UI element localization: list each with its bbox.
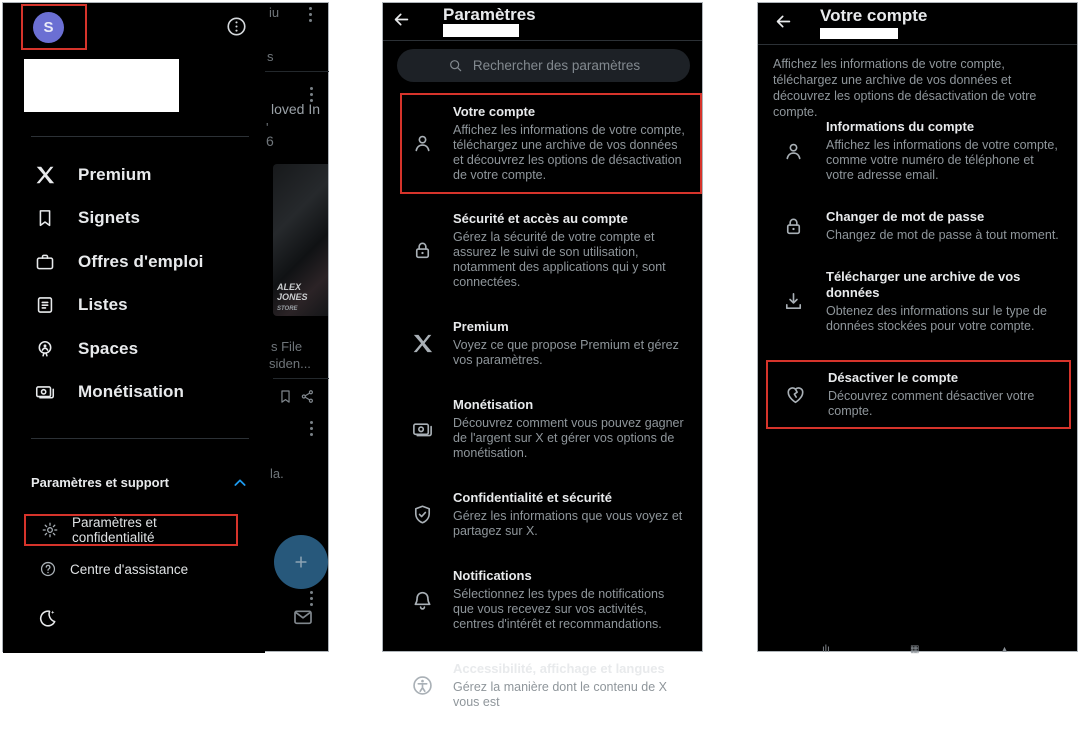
lock-icon — [780, 215, 806, 238]
share-icon[interactable] — [299, 388, 316, 405]
background-text: ' — [266, 120, 269, 135]
settings-item-desactiver-compte[interactable]: Désactiver le compte Découvrez comment désactiver votre compte. — [768, 370, 1069, 419]
background-text: loved In — [271, 101, 321, 117]
phone-screen-drawer — [2, 2, 329, 652]
drawer-item-listes[interactable]: Listes — [3, 284, 265, 328]
background-text: la. — [270, 466, 284, 481]
download-icon — [780, 290, 806, 313]
redacted-username — [820, 28, 898, 39]
page-title: Paramètres — [443, 5, 536, 24]
drawer-item-premium[interactable]: Premium — [3, 153, 265, 197]
highlight-box-desactiver — [766, 360, 1071, 429]
highlight-box-votre-compte — [400, 93, 702, 194]
more-options-icon[interactable] — [225, 15, 248, 38]
lock-icon — [409, 239, 435, 262]
settings-item-monetisation[interactable]: Monétisation Découvrez comment vous pouvez gagner de l'argent sur X et gérer vos options de monétisation. — [383, 397, 702, 461]
settings-item-telecharger-archive[interactable]: Télécharger une archive de vos données Obtenez des informations sur le type de données stockées pour votre compte. — [758, 269, 1077, 334]
redacted-username — [24, 59, 179, 112]
gear-icon — [41, 521, 59, 539]
drawer-item-spaces[interactable]: Spaces — [3, 327, 265, 371]
drawer-item-monetisation[interactable]: Monétisation — [3, 371, 265, 415]
avatar-highlight-box — [21, 4, 87, 50]
page-title: Votre compte — [820, 6, 928, 25]
person-icon — [409, 132, 435, 155]
drawer-item-parametres-confidentialite[interactable]: Paramètres et confidentialité — [24, 514, 238, 546]
partial-nav-icon: ▦ — [910, 644, 920, 655]
page-description: Affichez les informations de votre compte, téléchargez une archive de vos données et découvrez les options de désactivation de votre compte. — [773, 57, 1037, 119]
settings-item-informations-compte[interactable]: Informations du compte Affichez les informations de votre compte, comme votre numéro de téléphone et votre adresse email. — [758, 119, 1077, 183]
shield-check-icon — [409, 503, 435, 526]
spaces-icon — [34, 338, 56, 360]
settings-item-securite[interactable]: Sécurité et accès au compte Gérez la sécurité de votre compte et assurez le suivi de son utilisation, notamment des applications qui y sont connectées. — [383, 211, 702, 290]
background-text: s File — [271, 339, 303, 354]
partial-nav-icon: ılı — [822, 644, 830, 655]
back-arrow-icon[interactable] — [392, 10, 411, 29]
section-header-parametres-support[interactable]: Paramètres et support — [31, 475, 169, 490]
more-kebab-icon[interactable] — [310, 421, 313, 439]
help-icon — [39, 560, 57, 578]
chevron-up-icon[interactable] — [232, 475, 248, 491]
more-kebab-icon[interactable] — [309, 7, 312, 25]
background-text: s — [267, 49, 274, 64]
background-text: 6 — [266, 133, 274, 149]
accessibility-icon — [409, 674, 435, 697]
envelope-icon[interactable] — [291, 605, 315, 629]
partial-nav-icon: ▴ — [1002, 644, 1008, 655]
avatar[interactable]: S — [33, 12, 64, 43]
drawer-item-offres-emploi[interactable]: Offres d'emploi — [3, 240, 265, 284]
background-timeline-strip — [265, 3, 329, 653]
settings-item-accessibilite[interactable]: Accessibilité, affichage et langues Gérez la manière dont le contenu de X vous est — [383, 661, 702, 710]
broken-heart-icon — [782, 383, 808, 406]
drawer-item-centre-assistance[interactable]: Centre d'assistance — [39, 560, 188, 578]
dark-mode-moon-icon[interactable] — [36, 608, 58, 630]
bell-icon — [409, 589, 435, 612]
drawer-item-signets[interactable]: Signets — [3, 197, 265, 241]
ad-image: ALEX JONES STORE — [273, 164, 328, 316]
briefcase-icon — [34, 251, 56, 273]
background-text: iu — [269, 5, 280, 20]
list-icon — [34, 294, 56, 316]
redacted-username — [443, 24, 519, 37]
compose-fab[interactable] — [274, 535, 328, 589]
settings-item-premium[interactable]: Premium Voyez ce que propose Premium et gérez vos paramètres. — [383, 319, 702, 368]
settings-item-confidentialite[interactable]: Confidentialité et sécurité Gérez les informations que vous voyez et partagez sur X. — [383, 490, 702, 539]
settings-list — [383, 93, 702, 739]
plus-icon — [292, 553, 310, 571]
back-arrow-icon[interactable] — [774, 12, 793, 31]
search-input[interactable] — [397, 49, 690, 82]
background-text: siden... — [269, 356, 311, 371]
person-icon — [780, 140, 806, 163]
drawer-surface — [3, 3, 265, 653]
bookmark-icon — [34, 207, 56, 229]
settings-item-notifications[interactable]: Notifications Sélectionnez les types de notifications que vous recevez sur vos activités, centres d'intérêt et recommandations. — [383, 568, 702, 632]
phone-screen-parametres — [382, 2, 703, 709]
money-icon — [34, 381, 56, 403]
search-placeholder: Rechercher des paramètres — [472, 58, 641, 73]
phone-screen-votre-compte — [757, 2, 1078, 655]
drawer-menu — [3, 153, 265, 414]
settings-item-votre-compte[interactable]: Votre compte Affichez les informations de votre compte, téléchargez une archive de vos données et découvrez les options de désactivation de votre compte. — [402, 104, 700, 183]
money-icon — [409, 418, 435, 441]
x-logo-icon — [34, 164, 56, 186]
account-settings-list — [758, 119, 1077, 429]
search-icon — [447, 57, 464, 74]
settings-item-changer-mot-de-passe[interactable]: Changer de mot de passe Changez de mot de passe à tout moment. — [758, 209, 1077, 243]
bookmark-icon[interactable] — [277, 388, 294, 405]
x-logo-icon — [409, 332, 435, 355]
